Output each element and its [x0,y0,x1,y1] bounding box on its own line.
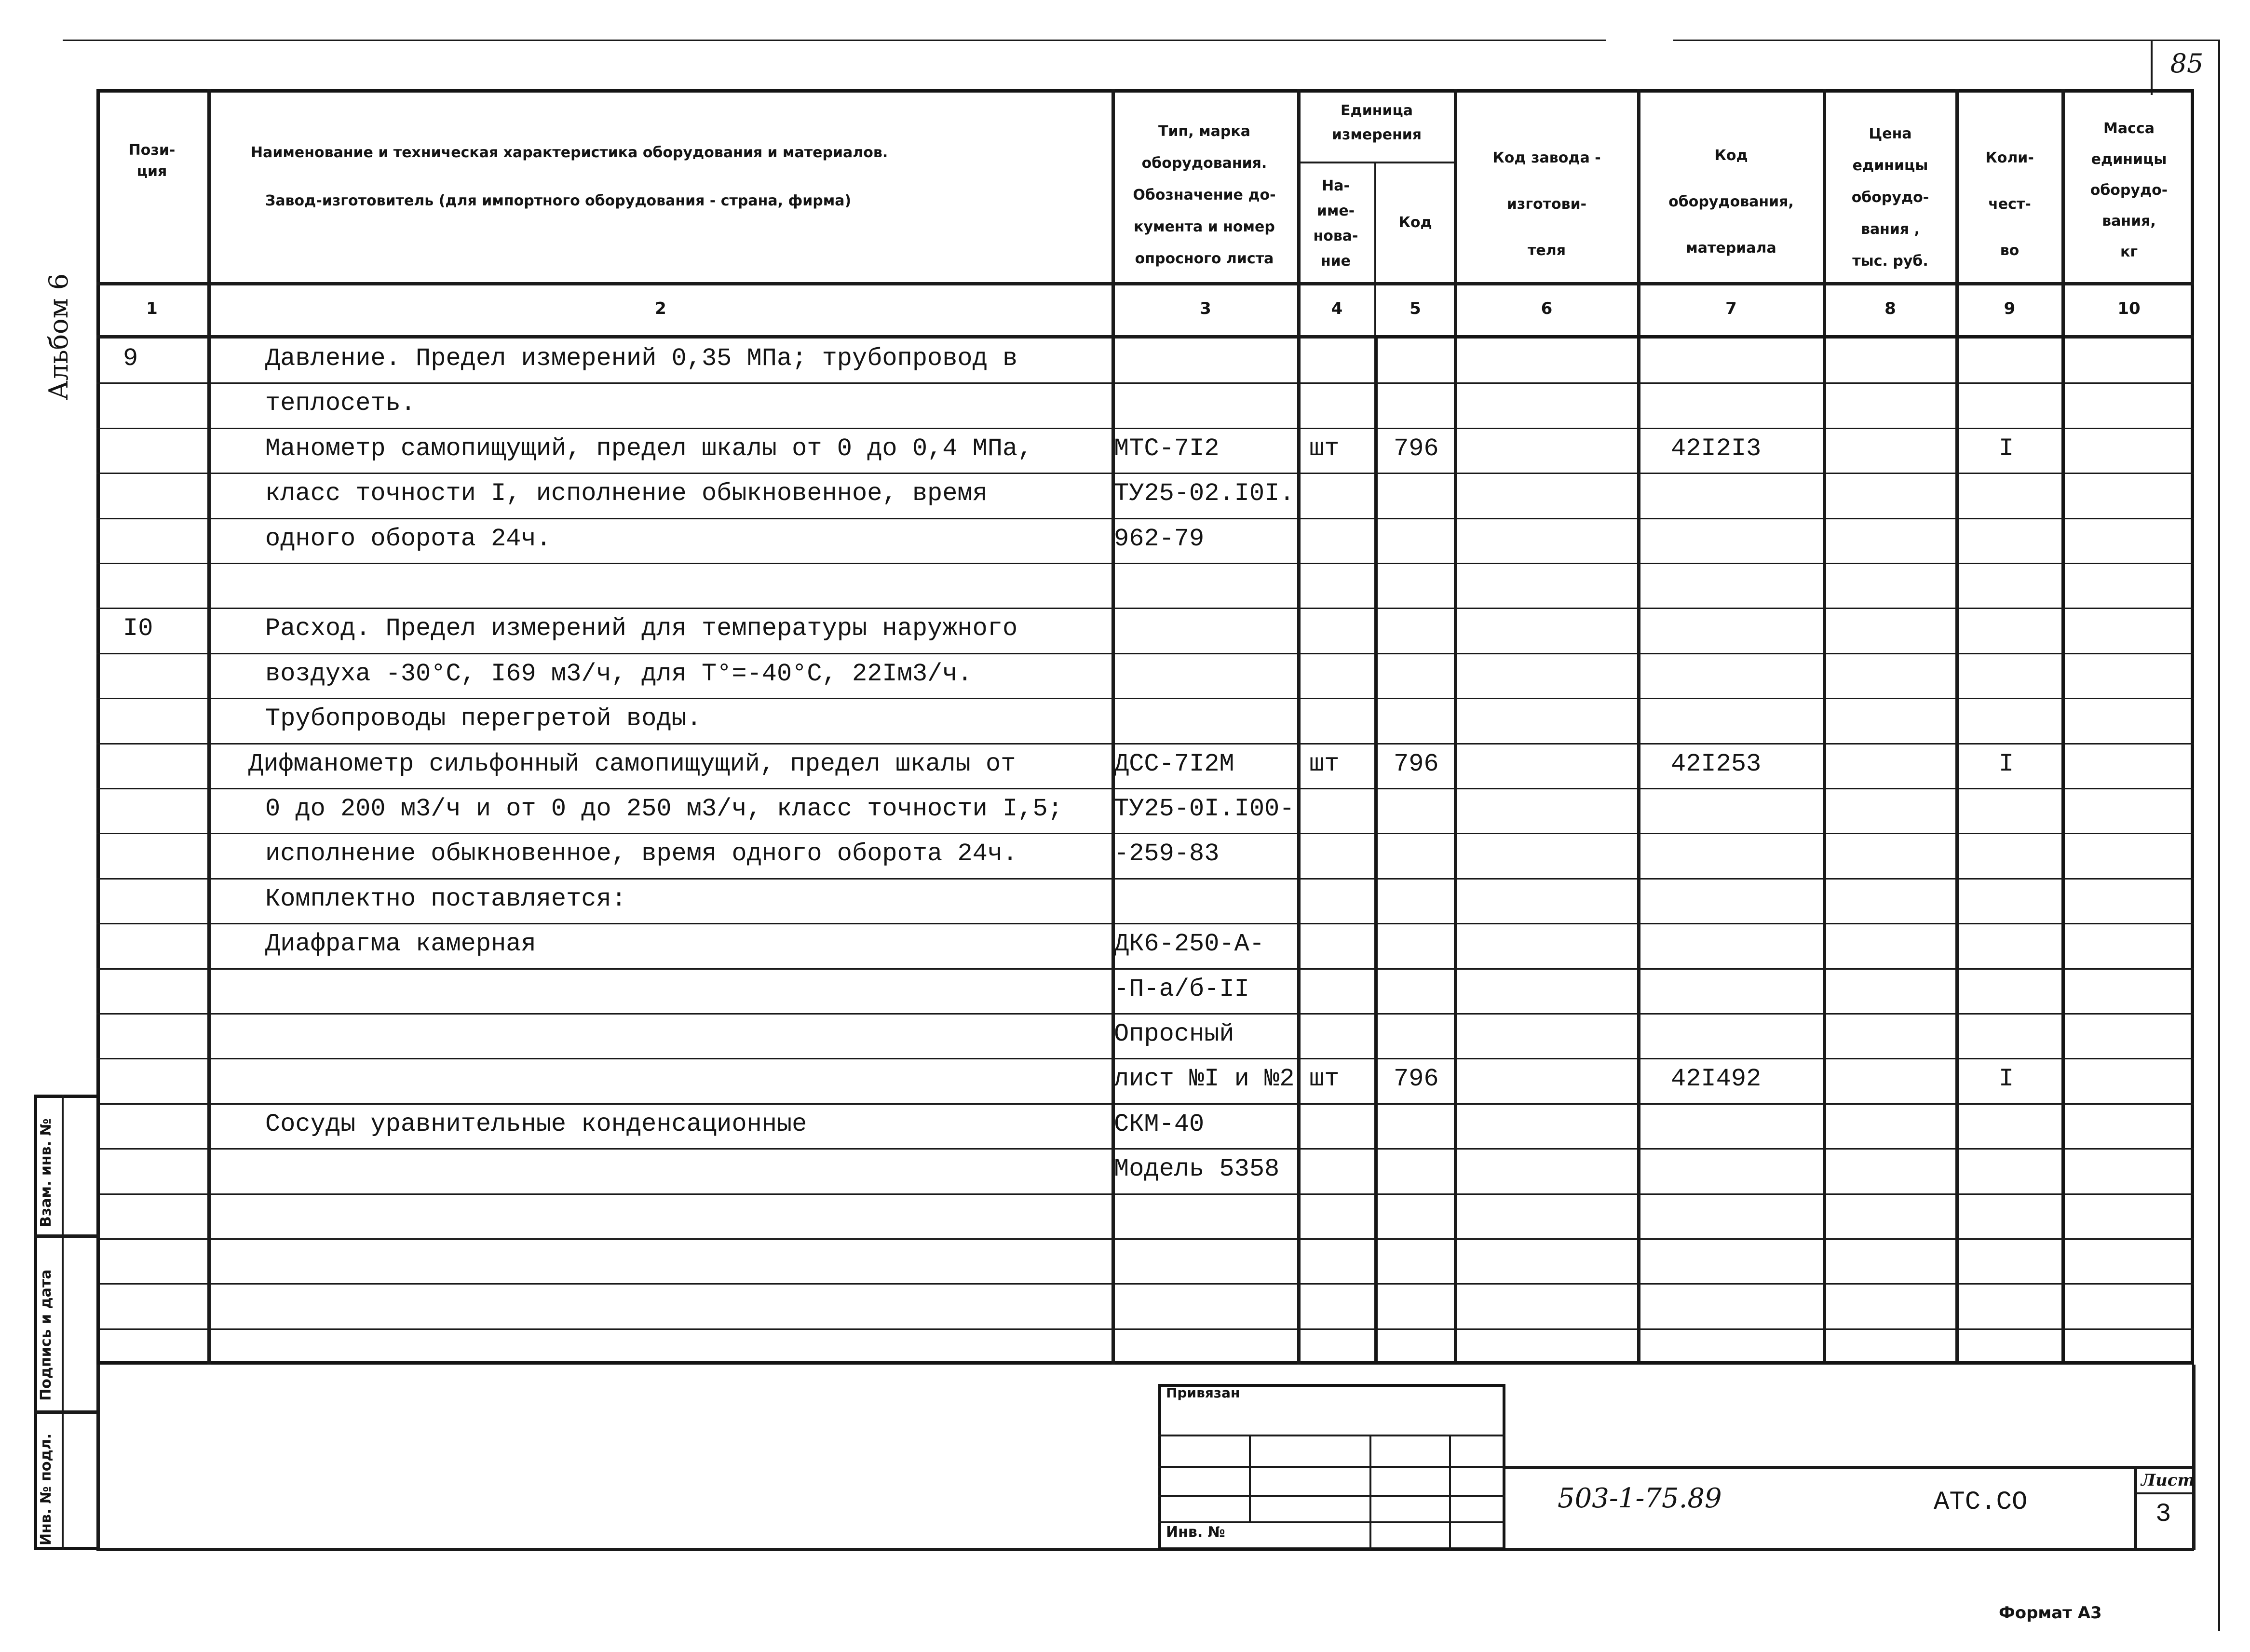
col4-header: На- име- нова- ние [1313,177,1358,270]
colnum-5: 5 [1410,299,1421,318]
row-equipment-code: 42I2I3 [1671,434,1762,463]
col3-header: Тип, марка оборудования. Обозначение до- кумента и номер опросного листа [1133,123,1276,267]
row-type: ДК6-250-А- [1114,930,1265,958]
privyazan-line-4 [1158,1521,1505,1523]
privyazan-line-2 [1158,1466,1505,1468]
list-box-mid [2134,1492,2194,1494]
album-label: Альбом 6 [43,273,74,400]
colnum-2: 2 [655,299,666,318]
row-type: -259-83 [1114,840,1220,868]
privyazan-line-3 [1158,1495,1505,1497]
page-number: 85 [2170,48,2204,79]
col-line-1 [207,89,211,1365]
row-name: теплосеть. [265,389,416,418]
row-type: 962-79 [1114,525,1205,553]
colnum-1: 1 [146,299,158,318]
row-line [96,1058,2194,1059]
row-line [96,518,2194,519]
row-line [96,968,2194,970]
row-type: Опросный [1114,1020,1234,1048]
row-type: МТС-7I2 [1114,434,1220,463]
row-type: ТУ25-02.I0I. [1114,479,1295,508]
privyazan-col-1 [1249,1435,1251,1521]
row-name: Комплектно поставляется: [265,885,626,913]
row-type: Модель 5358 [1114,1155,1280,1183]
row-unit-code: 796 [1394,1065,1439,1093]
row-name: Трубопроводы перегретой воды. [265,704,702,733]
side-stamp-mid [62,1095,64,1550]
row-position: 9 [123,344,138,373]
colnum-6: 6 [1541,299,1553,318]
col9-header: Коли- чест- во [1985,149,2034,259]
row-line [96,1148,2194,1150]
row-name: Дифманометр сильфонный самопищущий, предел шкалы от [248,750,1016,778]
row-unit-code: 796 [1394,750,1439,778]
colnum-10: 10 [2117,299,2141,318]
row-line [96,473,2194,474]
colnum-9: 9 [2004,299,2016,318]
row-line [96,382,2194,384]
colnum-4: 4 [1331,299,1343,318]
row-name: одного оборота 24ч. [265,525,551,553]
row-unit: шт [1309,750,1340,778]
row-type: лист №I и №2 [1114,1065,1295,1093]
row-line [96,1193,2194,1195]
row-line [96,743,2194,745]
row-quantity: I [1999,434,2014,463]
format-label: Формат А3 [1999,1603,2102,1623]
row-position: I0 [123,614,153,643]
row-line [96,1238,2194,1240]
row-name: воздуха -30°С, I69 м3/ч, для Т°=-40°С, 22Iм3/ч. [265,660,973,688]
row-line [96,1328,2194,1330]
colnum-8: 8 [1884,299,1896,318]
doc-code-top [1505,1466,2194,1469]
doc-mark: АТС.СО [1934,1488,2028,1517]
row-name: Расход. Предел измерений для температуры наружного [265,614,1018,643]
row-line [96,428,2194,429]
row-line [96,923,2194,924]
col7-header: Код оборудования, материала [1668,147,1794,257]
row-equipment-code: 42I492 [1671,1065,1762,1093]
header-bottom-line [96,282,2194,285]
page-number-box-left [2151,40,2153,95]
col2-header: Наименование и техническая характеристика оборудования и материалов. [251,144,888,161]
row-type: -П-а/б-II [1114,975,1249,1003]
col10-header: Масса единицы оборудо- вания, кг [2090,120,2168,260]
row-name: Манометр самопищущий, предел шкалы от 0 до 0,4 МПа, [265,434,1033,463]
row-line [96,1283,2194,1285]
row-type: ТУ25-0I.I00- [1114,795,1295,823]
row-quantity: I [1999,1065,2014,1093]
top-margin-line [63,40,1606,41]
page-number-box-right [2218,40,2220,1631]
row-quantity: I [1999,750,2014,778]
list-number: 3 [2155,1500,2171,1529]
privyazan-line-1 [1158,1435,1505,1436]
row-equipment-code: 42I253 [1671,750,1762,778]
unit-group-header: Единица измерения [1331,102,1422,143]
row-unit: шт [1309,434,1340,463]
privyazan-col-2 [1369,1435,1371,1550]
privyazan-label: Привязан [1166,1385,1240,1401]
row-name: исполнение обыкновенное, время одного оборота 24ч. [265,840,1018,868]
row-type: СКМ-40 [1114,1110,1205,1138]
col6-header: Код завода - изготови- теля [1492,149,1601,259]
side-stamp-div-2 [34,1410,100,1414]
row-line [96,1103,2194,1105]
side-stamp-inv-podl: Инв. № подл. [38,1433,54,1545]
row-line [96,563,2194,564]
row-line [96,833,2194,834]
row-line [96,1013,2194,1015]
list-box-left [2134,1466,2137,1550]
row-line [96,608,2194,609]
list-label: Лист [2141,1471,2195,1490]
row-unit: шт [1309,1065,1340,1093]
title-block-left [96,1365,100,1550]
inv-no-label: Инв. № [1166,1524,1225,1541]
row-line [96,698,2194,699]
top-margin-line-right [1673,40,2218,41]
col2-header-sub: Завод-изготовитель (для импортного оборудования - страна, фирма) [265,192,852,209]
row-unit-code: 796 [1394,434,1439,463]
colnum-3: 3 [1200,299,1211,318]
row-name: Давление. Предел измерений 0,35 МПа; трубопровод в [265,344,1018,373]
privyazan-col-3 [1449,1435,1451,1550]
row-name: Сосуды уравнительные конденсационные [265,1110,807,1138]
title-block-right [2192,1365,2196,1550]
row-name: Диафрагма камерная [265,930,536,958]
col1-header: Пози- ция [128,142,176,180]
row-name: 0 до 200 м3/ч и от 0 до 250 м3/ч, класс точности I,5; [265,795,1063,823]
row-name: класс точности I, исполнение обыкновенное, время [265,479,988,508]
doc-code: 503-1-75.89 [1558,1483,1722,1514]
col5-header: Код [1398,214,1432,231]
qty-block-outline [1374,335,2065,1365]
side-stamp-vzam: Взам. инв. № [38,1118,54,1227]
col8-header: Цена единицы оборудо- вания , тыс. руб. [1851,125,1929,270]
row-line [96,878,2194,880]
col-line-3 [1297,89,1301,1365]
side-stamp-podpis: Подпись и дата [38,1269,54,1401]
row-line [96,788,2194,789]
colnum-7: 7 [1725,299,1737,318]
title-block-bottom [96,1548,2194,1551]
row-line [96,653,2194,654]
side-stamp-div-1 [34,1234,100,1238]
row-type: ДСС-7I2М [1114,750,1234,778]
